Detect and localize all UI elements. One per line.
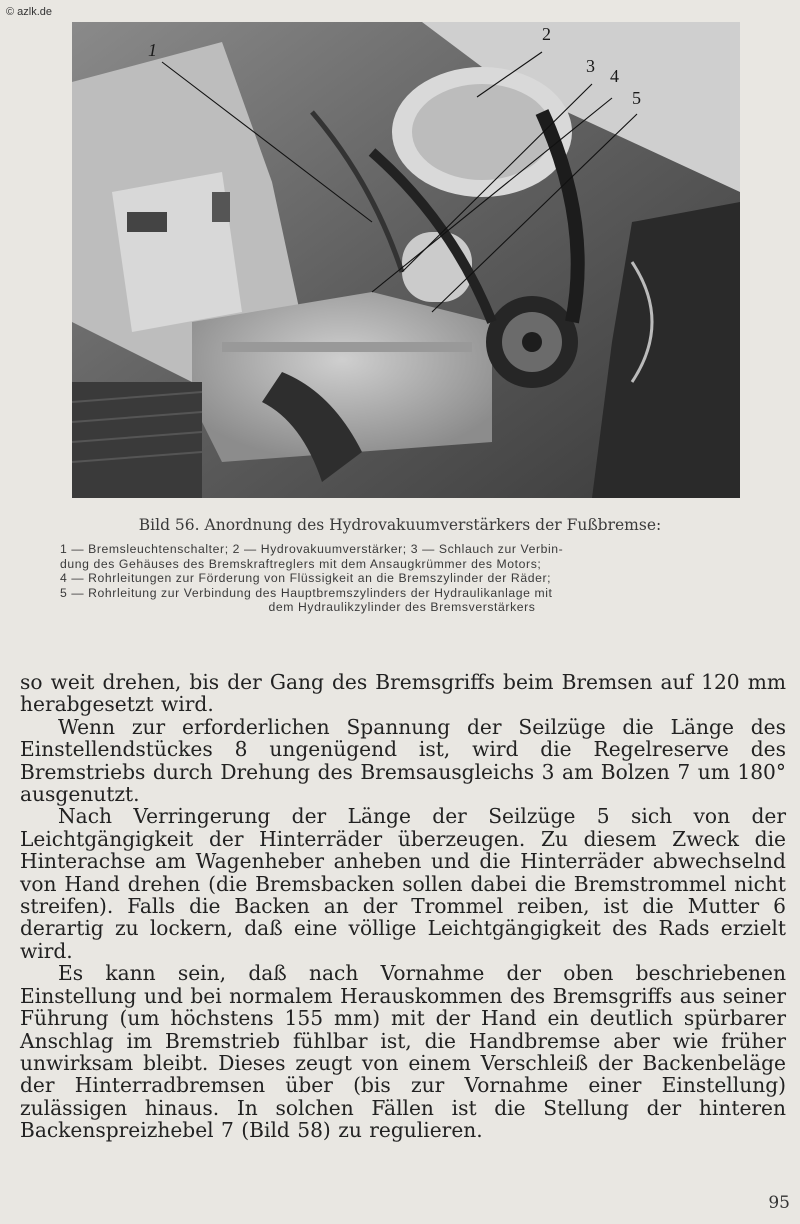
page-number: 95 <box>768 1193 790 1213</box>
paragraph: Wenn zur erforderlichen Spannung der Seilzüge die Länge des Einstellendstückes 8 ungenügend ist, wird die Regelreserve des Bremstriebs durch Drehung des Bremsausgleichs 3 am Bolzen 7 um 180° ausgenutzt. <box>20 714 786 807</box>
figure-legend <box>60 542 744 615</box>
paragraph: Nach Verringerung der Länge der Seilzüge 5 sich von der Leichtgängigkeit der Hinterräder überzeugen. Zu diesem Zweck die Hinterachse am Wagenheber anheben und die Hinterräder abwechselnd von Hand drehen (die Bremsbacken sollen dabei die Bremstrommel nicht streifen). Falls die Backen an der Trommel reiben, ist die Mutter 6 derartig zu lockern, daß eine völlige Leichtgängigkeit des Rads erzielt wird. <box>20 804 786 963</box>
callout-1: 1 <box>148 40 157 60</box>
legend-line: 4 — Rohrleitungen zur Förderung von Flüssigkeit an die Bremszylinder der Räder; <box>60 571 552 585</box>
watermark: © azlk.de <box>6 6 53 18</box>
figure-caption-title: Bild 56. Anordnung des Hydrovakuumverstärkers der Fußbremse: <box>138 516 662 534</box>
legend-line: dung des Gehäuses des Bremskraftreglers mit dem Ansaugkrümmer des Motors; <box>60 556 542 571</box>
paragraph: so weit drehen, bis der Gang des Bremsgriffs beim Bremsen auf 120 mm herabgesetzt wird. <box>20 670 786 717</box>
callout-3: 3 <box>586 56 595 76</box>
legend-line: dem Hydraulikzylinder des Bremsverstärkers <box>268 600 536 614</box>
body-text <box>20 671 786 1142</box>
callout-2: 2 <box>542 24 551 44</box>
legend-line: 1 — Bremsleuchtenschalter; 2 — Hydrovakuumverstärker; 3 — Schlauch zur Verbin- <box>60 542 564 556</box>
engine-bay-photo <box>72 22 740 498</box>
legend-line: 5 — Rohrleitung zur Verbindung des Hauptbremszylinders der Hydraulikanlage mit <box>60 585 553 600</box>
callout-5: 5 <box>632 88 641 108</box>
callout-4: 4 <box>610 66 619 86</box>
paragraph: Es kann sein, daß nach Vornahme der oben beschriebenen Einstellung und bei normalem Herauskommen des Bremsgriffs aus seiner Führung (um höchstens 155 mm) mit der Hand ein deutlich spürbarer Anschlag im Bremstrieb fühlbar ist, die Handbremse aber wie früher unwirksam bleibt. Dieses zeugt von einem Verschleiß der Backenbeläge der Hinterradbremsen über (bis zur Vornahme einer Einstellung) zulässigen hinaus. In solchen Fällen ist die Stellung der hinteren Backenspreizhebel 7 (Bild 58) zu regulieren. <box>20 961 786 1143</box>
